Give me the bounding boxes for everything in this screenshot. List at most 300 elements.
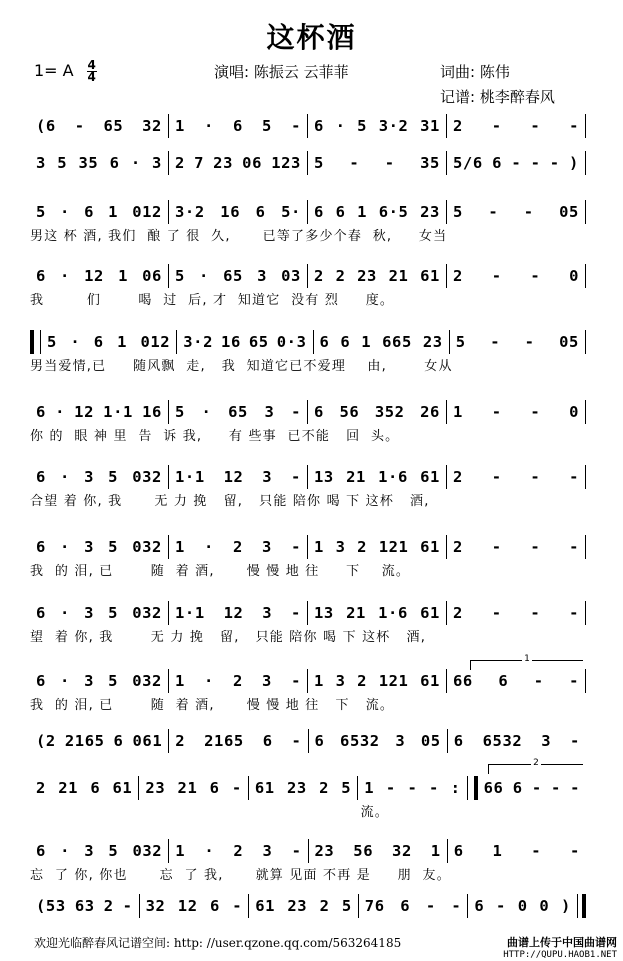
note-group: 123 xyxy=(271,154,301,172)
note-group: - xyxy=(425,897,436,915)
measure xyxy=(249,779,357,797)
lyrics-line: 你 的 眼 神 里 告 诉 我, 有 些事 已不能 回 头。 xyxy=(30,429,400,444)
measure xyxy=(30,468,168,486)
note-group: 61 xyxy=(112,779,133,797)
time-signature-bottom: 4 xyxy=(87,70,96,84)
notation-row xyxy=(30,775,586,801)
note-group: 6 xyxy=(474,897,485,915)
measure xyxy=(249,897,358,915)
note-group: 3 xyxy=(335,672,346,690)
notation-row xyxy=(30,329,586,355)
barline xyxy=(585,114,586,138)
note-group: 1 xyxy=(118,267,129,285)
notation-row xyxy=(30,399,586,425)
note-group: - xyxy=(530,604,541,622)
note-group: 1 xyxy=(175,842,186,860)
note-group: 3·2 xyxy=(183,333,214,351)
note-group: 1·6 xyxy=(378,468,408,486)
notation-row xyxy=(30,464,586,490)
note-group: 12 xyxy=(223,468,244,486)
note-group: - xyxy=(569,604,579,622)
note-group: 21 xyxy=(177,779,198,797)
staff-line xyxy=(0,600,623,662)
measure xyxy=(308,468,446,486)
measure xyxy=(169,267,307,285)
note-group: 5 xyxy=(314,154,324,172)
lyrics-line: 我 们 喝 过 后, 才 知道它 没有 烈 度。 xyxy=(30,293,395,308)
note-group: 66 xyxy=(483,779,504,797)
note-group: · xyxy=(201,403,212,421)
note-group: 5 xyxy=(453,203,463,221)
note-group: - xyxy=(491,403,502,421)
note-group: 2165 xyxy=(204,732,244,750)
note-group: 6 xyxy=(400,897,411,915)
note-group: · xyxy=(60,538,70,556)
note-group: - xyxy=(291,732,302,750)
note-group: 3 xyxy=(36,154,46,172)
note-group: 63 xyxy=(74,897,95,915)
note-group: - xyxy=(491,267,502,285)
measure xyxy=(30,538,168,556)
measure xyxy=(447,117,585,135)
note-group: 05 xyxy=(559,203,579,221)
barline xyxy=(585,400,586,424)
note-group: 35 xyxy=(78,154,99,172)
note-group: 3 xyxy=(84,842,95,860)
measure xyxy=(169,672,307,690)
note-group: 61 xyxy=(255,897,276,915)
barline xyxy=(585,465,586,489)
lyrics-line: 合望 着 你, 我 无 力 挽 留, 只能 陪你 喝 下 这杯 酒, xyxy=(30,494,430,509)
measure xyxy=(139,779,247,797)
note-group: · xyxy=(60,604,70,622)
note-group: 2 xyxy=(36,779,46,797)
time-signature-top: 4 xyxy=(87,58,96,72)
note-group: 2 xyxy=(319,897,330,915)
note-group: (53 xyxy=(36,897,66,915)
note-group: 1 xyxy=(430,842,441,860)
note-group: 23 xyxy=(422,333,443,351)
measure xyxy=(169,203,307,221)
note-group: 6 xyxy=(36,842,46,860)
note-group: 2 xyxy=(233,842,244,860)
note-group: · xyxy=(55,403,66,421)
lyrics-line: 男当爱情,已 随风飘 走, 我 知道它已不爱理 由, 女从 xyxy=(30,359,453,374)
note-group: - xyxy=(569,538,579,556)
note-group: 65 xyxy=(103,117,124,135)
note-group: - xyxy=(530,154,541,172)
note-group: 21 xyxy=(346,468,366,486)
note-group: 5 xyxy=(357,117,368,135)
measure xyxy=(359,897,468,915)
note-group: 21 xyxy=(58,779,79,797)
note-group: 61 xyxy=(420,468,440,486)
note-group: 6 xyxy=(453,732,464,750)
watermark-line1: 曲谱上传于中国曲谱网 xyxy=(507,936,617,949)
measure xyxy=(308,203,446,221)
note-group: 2 xyxy=(175,154,185,172)
note-group: 6 xyxy=(314,203,324,221)
note-group: 5 xyxy=(108,468,119,486)
note-group: 61 xyxy=(420,604,440,622)
note-group: - xyxy=(511,154,522,172)
note-group: 5 xyxy=(47,333,57,351)
measure xyxy=(169,403,307,421)
barline xyxy=(585,330,586,354)
lyrics-line: 忘 了 你, 你也 忘 了 我, 就算 见面 不再 是 朋 友。 xyxy=(30,868,451,883)
lyrics-line: 男这 杯 酒, 我们 酿 了 很 久, 已等了多少个春 秋, 女当 xyxy=(30,229,448,244)
measure xyxy=(447,267,585,285)
note-group: 23 xyxy=(287,897,308,915)
note-group: 1 xyxy=(314,672,324,690)
measure xyxy=(30,672,168,690)
note-group: 2 xyxy=(453,538,463,556)
note-group: 6·5 xyxy=(378,203,409,221)
note-group: 06 xyxy=(142,267,162,285)
composer-credit: 词曲: 陈伟 xyxy=(440,63,510,81)
singer-credit: 演唱: 陈振云 云菲菲 xyxy=(214,63,349,81)
note-group: 0 xyxy=(569,403,579,421)
note-group: 5 xyxy=(455,333,466,351)
note-group: - xyxy=(496,897,506,915)
measure xyxy=(468,897,577,915)
note-group: 31 xyxy=(420,117,440,135)
time-signature xyxy=(87,60,97,83)
note-group: - xyxy=(349,154,360,172)
measure xyxy=(308,403,446,421)
note-group: 032 xyxy=(132,604,162,622)
notation-row xyxy=(30,600,586,626)
note-group: 65 xyxy=(223,267,243,285)
note-group: - xyxy=(429,779,439,797)
measure xyxy=(30,117,168,135)
measure xyxy=(140,897,249,915)
note-group: 3 xyxy=(84,672,95,690)
measure xyxy=(30,203,168,221)
volta-label: 2 xyxy=(533,758,539,768)
note-group: 12 xyxy=(74,403,95,421)
note-group: 012 xyxy=(140,333,171,351)
note-group: 32 xyxy=(145,897,166,915)
note-group: - xyxy=(291,672,301,690)
watermark xyxy=(503,937,617,961)
measure xyxy=(308,538,446,556)
key-label: 1= A xyxy=(34,61,74,80)
note-group: · xyxy=(60,672,70,690)
note-group: - xyxy=(451,897,462,915)
note-group: 2 xyxy=(314,267,324,285)
measure xyxy=(169,732,307,750)
note-group: - xyxy=(531,779,542,797)
note-group: 6 xyxy=(36,538,46,556)
lyrics-line: 我 的 泪, 已 随 着 酒, 慢 慢 地 往 下 流。 xyxy=(30,564,411,579)
note-group: 16 xyxy=(221,333,241,351)
note-group: 2 xyxy=(233,538,243,556)
note-group: 3 xyxy=(262,468,273,486)
note-group: - xyxy=(491,604,502,622)
note-group: 2165 xyxy=(64,732,105,750)
note-group: 23 xyxy=(357,267,377,285)
notation-row xyxy=(30,150,586,176)
measure xyxy=(308,154,446,172)
note-group: · xyxy=(204,842,215,860)
note-group: 12 xyxy=(84,267,104,285)
measure xyxy=(30,732,168,750)
note-group: 2 xyxy=(319,779,329,797)
measure xyxy=(448,842,586,860)
note-group: 21 xyxy=(388,267,409,285)
note-group: 6 xyxy=(233,117,243,135)
note-group: 5 xyxy=(108,538,119,556)
note-group: 6 xyxy=(255,203,266,221)
note-group: 5 xyxy=(175,267,185,285)
note-group: · xyxy=(204,672,214,690)
note-group: 5 xyxy=(262,117,272,135)
measure xyxy=(447,604,585,622)
note-group: 3 xyxy=(84,468,95,486)
note-group: 1·6 xyxy=(378,604,408,622)
measure xyxy=(169,604,307,622)
note-group: 6 xyxy=(498,672,509,690)
note-group: 2 xyxy=(335,267,346,285)
note-group: 6 xyxy=(319,333,330,351)
note-group: - xyxy=(491,117,502,135)
note-group: 61 xyxy=(420,672,440,690)
note-group: 03 xyxy=(281,267,301,285)
staff-line xyxy=(0,199,623,261)
note-group: - xyxy=(74,117,85,135)
note-group: 3·2 xyxy=(175,203,205,221)
note-group: 5· xyxy=(281,203,301,221)
note-group: 2 xyxy=(175,732,186,750)
note-group: 1·1 xyxy=(175,604,205,622)
note-group: 56 xyxy=(339,403,360,421)
note-group: 6 xyxy=(36,403,46,421)
note-group: 3 xyxy=(335,538,346,556)
barline xyxy=(585,200,586,224)
measure xyxy=(308,267,446,285)
note-group: 6532 xyxy=(340,732,380,750)
final-barline xyxy=(577,894,586,918)
measure xyxy=(447,468,585,486)
notation-row xyxy=(30,668,586,694)
note-group: 2 xyxy=(357,672,368,690)
note-group: 5 xyxy=(108,672,119,690)
note-group: 65 xyxy=(228,403,248,421)
note-group: 2 xyxy=(453,468,463,486)
note-group: 23 xyxy=(420,203,440,221)
note-group: 32 xyxy=(392,842,412,860)
note-group: 6 xyxy=(113,732,124,750)
note-group: 3 xyxy=(84,538,95,556)
note-group: 6 xyxy=(314,732,325,750)
note-group: · xyxy=(199,267,209,285)
note-group: 2 xyxy=(357,538,368,556)
note-group: 6 xyxy=(36,604,46,622)
note-group: - xyxy=(122,897,133,915)
measure xyxy=(30,403,168,421)
note-group: 6 xyxy=(36,672,46,690)
note-group: 05 xyxy=(559,333,579,351)
measure xyxy=(447,154,585,172)
note-group: 2 xyxy=(233,672,243,690)
note-group: 1 xyxy=(108,203,119,221)
measure xyxy=(169,842,307,860)
note-group: 1 xyxy=(361,333,372,351)
barline xyxy=(585,669,586,693)
note-group: - xyxy=(385,779,396,797)
note-group: 6 xyxy=(209,779,220,797)
key-signature xyxy=(34,60,97,83)
volta-bracket xyxy=(470,654,583,670)
note-group: 16 xyxy=(142,403,162,421)
note-group: 61 xyxy=(254,779,275,797)
note-group: 61 xyxy=(420,267,440,285)
note-group: · xyxy=(335,117,346,135)
note-group: - xyxy=(291,538,301,556)
repeat-barline xyxy=(30,330,41,354)
note-group: 6 xyxy=(84,203,95,221)
measure xyxy=(450,333,585,351)
notation-row xyxy=(30,263,586,289)
note-group: - xyxy=(550,779,561,797)
note-group: · xyxy=(60,203,70,221)
note-group: 0·3 xyxy=(276,333,307,351)
note-group: - xyxy=(570,842,580,860)
measure xyxy=(169,538,307,556)
note-group: 16 xyxy=(220,203,241,221)
staff-line xyxy=(0,775,623,837)
note-group: 6 xyxy=(314,117,324,135)
note-group: 2 xyxy=(453,604,463,622)
repeat-barline xyxy=(467,776,478,800)
note-group: · xyxy=(130,154,141,172)
note-group: · xyxy=(204,538,214,556)
note-group: - xyxy=(569,672,579,690)
measure xyxy=(169,117,307,135)
note-group: 61 xyxy=(420,538,440,556)
note-group: - xyxy=(530,267,541,285)
note-group: 121 xyxy=(378,672,409,690)
note-group: 12 xyxy=(177,897,198,915)
note-group: 1 xyxy=(175,672,185,690)
note-group: 5 xyxy=(108,604,119,622)
note-group: 7 xyxy=(194,154,205,172)
note-group: - xyxy=(291,604,301,622)
note-group: 5 xyxy=(341,897,352,915)
note-group: 23 xyxy=(145,779,166,797)
note-group: 5/6 xyxy=(453,154,483,172)
note-group: 23 xyxy=(314,842,335,860)
note-group: 032 xyxy=(132,468,162,486)
notation-row xyxy=(30,113,586,139)
note-group: 1 xyxy=(492,842,503,860)
measure xyxy=(308,117,446,135)
note-group: 1·1 xyxy=(103,403,133,421)
note-group: : xyxy=(450,779,461,797)
footer-link[interactable]: 欢迎光临醉春风记谱空间: http: //user.qzone.qq.com/563264185 xyxy=(34,936,402,950)
staff-line xyxy=(0,534,623,596)
notation-row xyxy=(30,534,586,560)
measure xyxy=(314,333,449,351)
staff-line xyxy=(0,464,623,526)
note-group: 6 xyxy=(109,154,120,172)
note-group: 6 xyxy=(36,468,46,486)
note-group: 3 xyxy=(541,732,552,750)
measure xyxy=(169,468,307,486)
note-group: 2 xyxy=(453,117,463,135)
measure xyxy=(177,333,312,351)
measure xyxy=(30,604,168,622)
note-group: 13 xyxy=(314,604,334,622)
measure xyxy=(30,897,139,915)
note-group: 6 xyxy=(262,732,273,750)
measure xyxy=(30,842,168,860)
note-group: 5 xyxy=(341,779,352,797)
note-group: 032 xyxy=(132,672,162,690)
note-group: 3 xyxy=(262,842,273,860)
note-group: 1 xyxy=(117,333,128,351)
notation-row xyxy=(30,199,586,225)
measure xyxy=(447,403,585,421)
note-group: 0 xyxy=(539,897,550,915)
measure xyxy=(308,604,446,622)
barline xyxy=(585,151,586,175)
note-group: 6 xyxy=(209,897,220,915)
measure xyxy=(169,154,307,172)
note-group: (2 xyxy=(36,732,56,750)
measure xyxy=(358,779,466,797)
note-group: 5 xyxy=(57,154,68,172)
song-title: 这杯酒 xyxy=(266,21,357,54)
note-group: 35 xyxy=(420,154,440,172)
barline xyxy=(585,264,586,288)
volta-bracket xyxy=(488,758,583,774)
measure xyxy=(309,842,447,860)
note-group: ) xyxy=(569,154,579,172)
measure xyxy=(309,732,447,750)
note-group: 3 xyxy=(84,604,95,622)
note-group: 6 xyxy=(492,154,503,172)
note-group: 1 xyxy=(314,538,324,556)
notation-row xyxy=(30,838,586,864)
measure xyxy=(447,203,585,221)
note-group: 2 xyxy=(453,267,463,285)
lyrics-line: 流。 xyxy=(30,805,390,820)
note-group: - xyxy=(569,468,579,486)
staff-line xyxy=(0,838,623,900)
note-group: 1 xyxy=(357,203,368,221)
note-group: 0 xyxy=(569,267,579,285)
note-group: - xyxy=(531,842,542,860)
note-group: 1 xyxy=(364,779,375,797)
note-group: 6 xyxy=(90,779,101,797)
note-group: · xyxy=(60,468,70,486)
staff-line xyxy=(0,399,623,461)
note-group: 061 xyxy=(132,732,163,750)
lyrics-line: 我 的 泪, 已 随 着 酒, 慢 慢 地 往 下 流。 xyxy=(30,698,395,713)
staff-line xyxy=(0,329,623,391)
measure xyxy=(30,267,168,285)
note-group: 26 xyxy=(420,403,440,421)
note-group: - xyxy=(523,203,534,221)
note-group: 121 xyxy=(378,538,409,556)
transcriber-credit: 记谱: 桃李醉春风 xyxy=(440,88,555,106)
note-group: 23 xyxy=(213,154,234,172)
note-group: 032 xyxy=(132,842,163,860)
note-group: - xyxy=(530,403,541,421)
measure xyxy=(41,333,176,351)
